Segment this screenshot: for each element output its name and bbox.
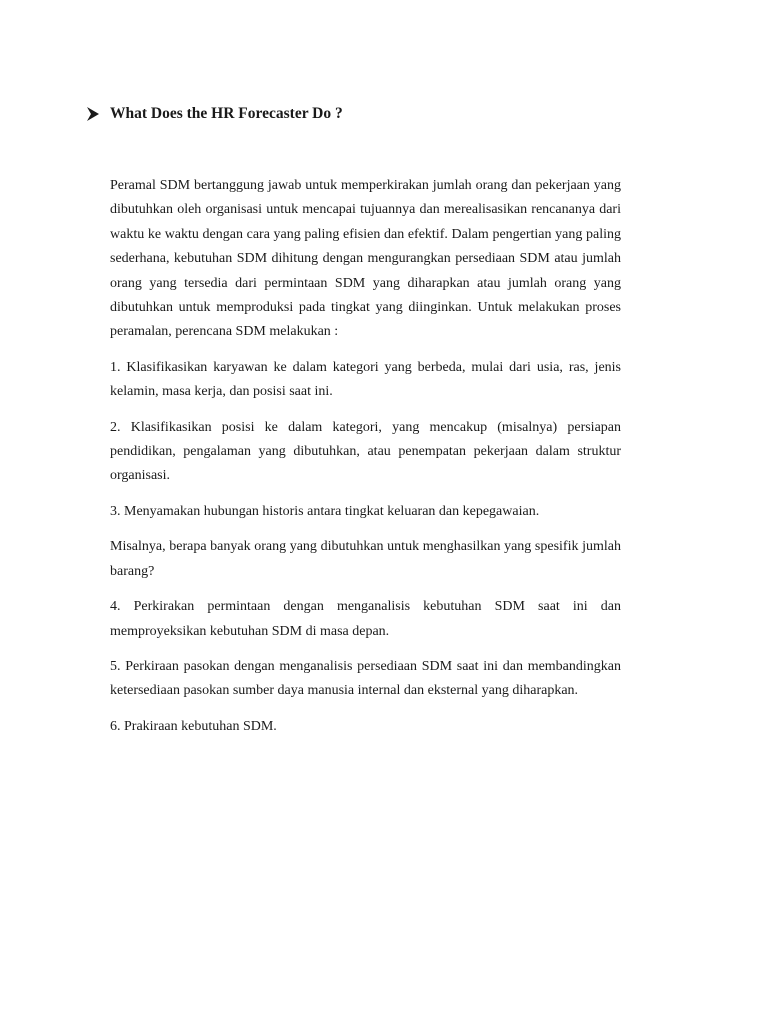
list-item-3: 3. Menyamakan hubungan historis antara tingkat keluaran dan kepegawaian. [110,503,540,519]
list-item-1: 1. Klasifikasikan karyawan ke dalam kategori yang berbeda, mulai dari usia, ras, jenis kelamin, masa kerja, dan posisi saat ini. [110,359,621,400]
list-item-6: 6. Prakiraan kebutuhan SDM. [110,718,277,734]
arrowhead-bullet-icon [86,106,100,122]
body-text [110,174,621,739]
list-item-2: 2. Klasifikasikan posisi ke dalam kategori, yang mencakup (misalnya) persiapan pendidikan, pengalaman yang dibutuhkan, atau penempatan pekerjaan dalam struktur organisasi. [110,419,621,484]
example-paragraph: Misalnya, berapa banyak orang yang dibutuhkan untuk menghasilkan yang spesifik jumlah barang? [110,539,621,579]
list-item-5: 5. Perkiraan pasokan dengan menganalisis persediaan SDM saat ini dan membandingkan ketersediaan pasokan sumber daya manusia internal dan eksternal yang diharapkan. [110,658,621,699]
heading-text: What Does the HR Forecaster Do ? [110,105,343,122]
list-item-4: 4. Perkirakan permintaan dengan menganalisis kebutuhan SDM saat ini dan memproyeksikan kebutuhan SDM di masa depan. [110,599,621,639]
intro-paragraph: Peramal SDM bertanggung jawab untuk memperkirakan jumlah orang dan pekerjaan yang dibutuhkan oleh organisasi untuk mencapai tujuannya dan merealisasikan rencananya dari waktu ke waktu dengan cara yang paling efisien dan efektif. Dalam pengertian yang paling sederhana, kebutuhan SDM dihitung dengan mengurangkan persediaan SDM atau jumlah orang yang tersedia dari permintaan SDM yang diharapkan atau jumlah orang yang dibutuhkan untuk memproduksi pada tingkat yang diinginkan. Untuk melakukan proses peramalan, perencana SDM melakukan : [110,178,621,340]
section-heading [86,102,343,126]
